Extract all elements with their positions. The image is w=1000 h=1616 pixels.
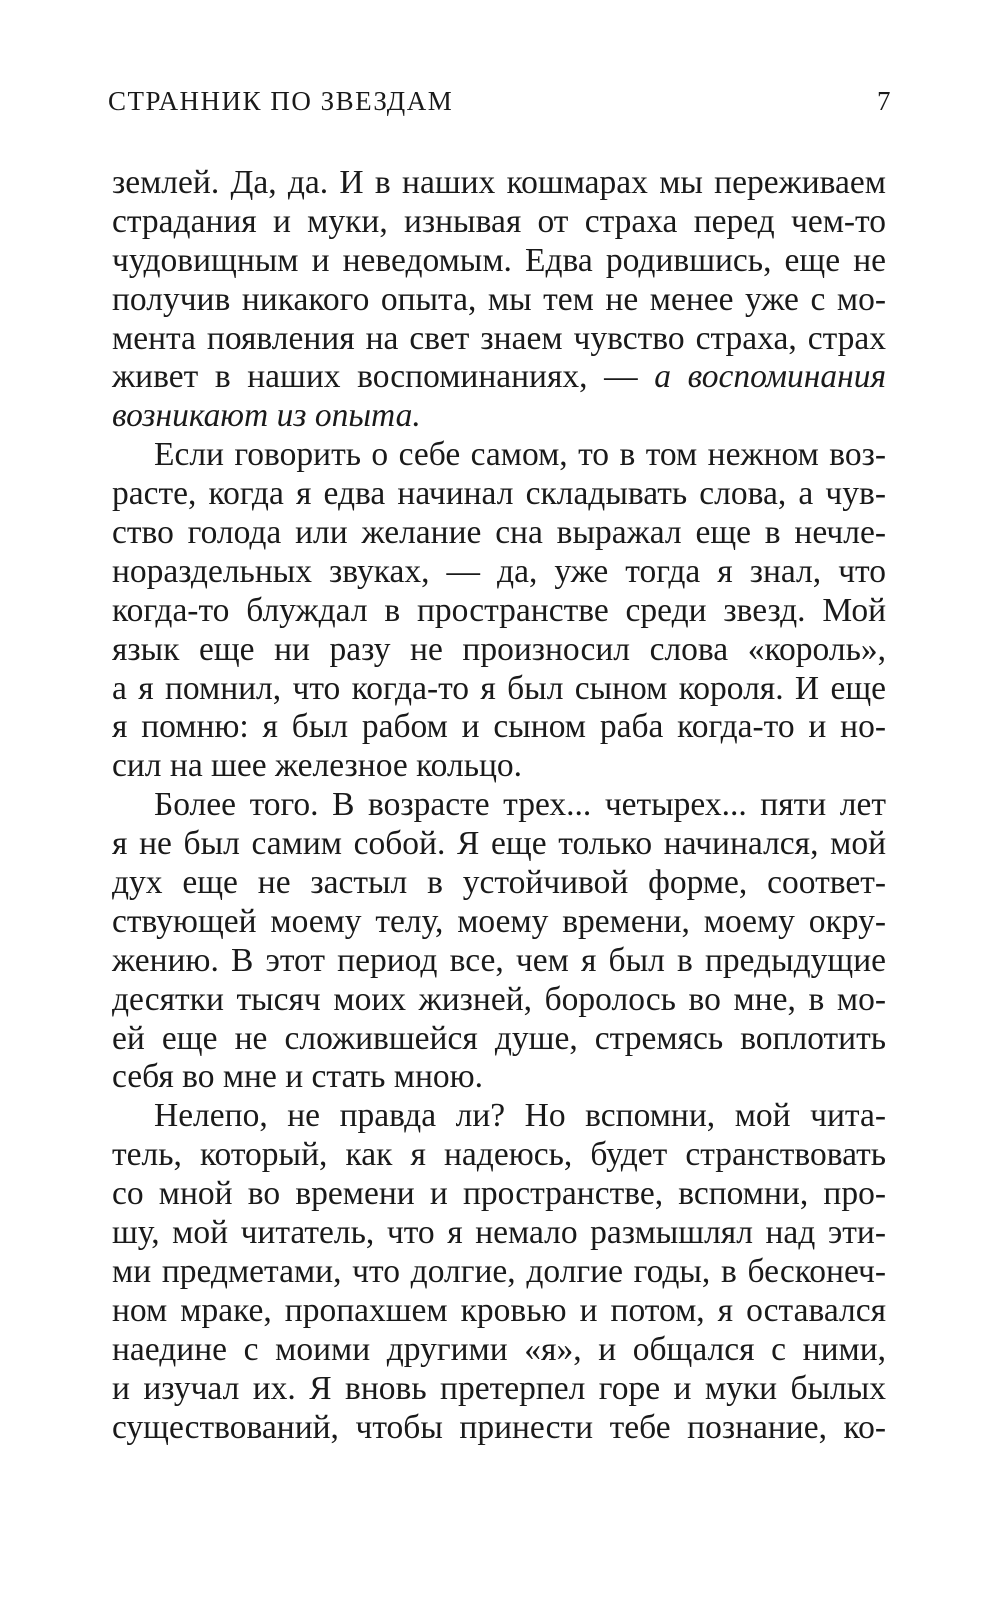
body-text (112, 164, 886, 1447)
text-line: я помню: я был рабом и сыном раба когда-то и но- (112, 708, 886, 746)
text-line: землей. Да, да. И в наших кошмарах мы переживаем (112, 164, 886, 201)
paragraph-3 (112, 786, 886, 1097)
text-line (112, 397, 886, 436)
text-line: а я помнил, что когда-то я был сыном короля. И еще (112, 669, 886, 707)
text-line: расте, когда я едва начинал складывать слова, а чув- (112, 475, 886, 513)
italic-span: а воспоминания (654, 358, 887, 396)
text-line: сил на шее железное кольцо. (112, 747, 523, 785)
italic-span: возникают из опыта. (112, 397, 421, 435)
text-line: ствующей моему телу, моему времени, моему окру- (112, 902, 886, 940)
text-line: чудовищным и неведомым. Едва родившись, еще не (112, 241, 886, 279)
text-line: десятки тысяч моих жизней, боролось во мне, в мо- (112, 980, 886, 1018)
text-line: ном мраке, пропахшем кровью и потом, я оставался (112, 1291, 886, 1329)
text-line: со мной во времени и пространстве, вспомни, про- (112, 1175, 886, 1213)
text-line: шу, мой читатель, что я немало размышлял над эти- (112, 1214, 886, 1252)
text-line: ей еще не сложившейся душе, стремясь воплотить (112, 1019, 886, 1057)
text-line: существований, чтобы принести тебе познание, ко- (112, 1408, 886, 1446)
text-line: язык еще ни разу не произносил слова «король», (112, 630, 886, 668)
running-head (108, 86, 892, 126)
text-line: Нелепо, не правда ли? Но вспомни, мой чита- (154, 1097, 886, 1135)
text-line: и изучал их. Я вновь претерпел горе и муки былых (112, 1369, 886, 1407)
text-line: Более того. В возрасте трех... четырех... пяти лет (154, 786, 886, 824)
text-line: я не был самим собой. Я еще только начинался, мой (112, 825, 886, 863)
text-line: наедине с моими другими «я», и общался с ними, (112, 1330, 886, 1368)
text-line: когда-то блуждал в пространстве среди звезд. Мой (112, 591, 886, 629)
text-line: ство голода или желание сна выражал еще в нечле- (112, 514, 886, 552)
text-line: страдания и муки, изнывая от страха перед чем-то (112, 202, 886, 240)
page-number: 7 (877, 86, 892, 116)
text-span: живет в наших воспоминаниях, — (112, 358, 638, 396)
text-line: тель, который, как я надеюсь, будет странствовать (112, 1136, 886, 1174)
text-line: дух еще не застыл в устойчивой форме, соответ- (112, 864, 886, 902)
text-line: мента появления на свет знаем чувство страха, страх (112, 319, 886, 357)
text-line: ми предметами, что долгие, долгие годы, в бесконеч- (112, 1252, 886, 1290)
text-line: нораздельных звуках, — да, уже тогда я знал, что (112, 552, 886, 590)
paragraph-2 (112, 436, 886, 786)
text-line-mixed (112, 358, 886, 397)
text-line: жению. В этот период все, чем я был в предыдущие (112, 941, 886, 979)
running-title: СТРАННИК ПО ЗВЕЗДАМ (108, 86, 454, 116)
paragraph-4 (112, 1097, 886, 1447)
text-line: Если говорить о себе самом, то в том нежном воз- (154, 436, 886, 474)
text-line: себя во мне и стать мною. (112, 1058, 484, 1096)
paragraph-1 (112, 164, 886, 436)
text-line: получив никакого опыта, мы тем не менее уже с мо- (112, 280, 886, 318)
